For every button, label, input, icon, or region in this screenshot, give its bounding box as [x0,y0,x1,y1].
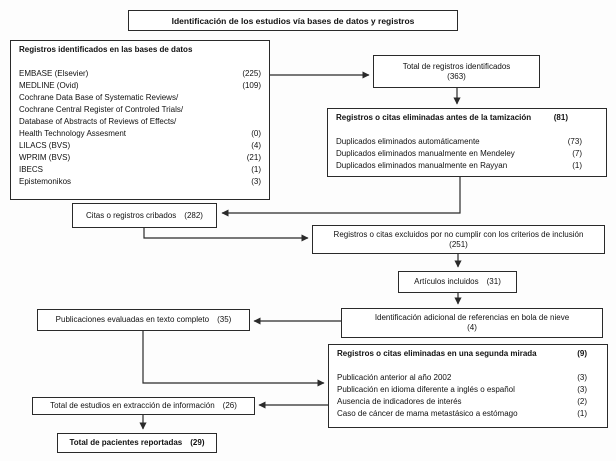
list-item [336,148,598,160]
snowball-count: (4) [467,323,477,332]
db-count: (0) [251,129,261,138]
removed-count: (1) [572,161,582,170]
excluded-box [312,225,605,254]
list-item [19,152,261,164]
total-identified-label: Total de registros identificados [402,61,511,71]
second-look-header-label: Registros o citas eliminadas en una segunda mirada [337,349,537,358]
db-label: Health Technology Assesment [19,129,127,138]
extraction-count: (26) [222,401,237,410]
second-look-count: (2) [577,397,587,406]
spacer [19,56,261,68]
total-identified-count: (363) [447,71,466,81]
db-label: EMBASE (Elsevier) [19,69,89,78]
second-look-label: Publicación en idioma diferente a inglés o español [337,385,515,394]
list-item [19,68,261,80]
list-item [19,176,261,188]
databases-box [10,40,270,200]
screened-box [72,203,217,228]
spacer [336,124,598,136]
list-item [337,384,599,396]
title-box [128,10,458,31]
fulltext-count: (35) [217,315,232,324]
removed-before-screening-box [327,108,607,177]
patients-label: Total de pacientes reportadas [69,438,183,447]
fulltext-box [37,309,250,331]
db-label: Cochrane Central Register of Controled Trials/ [19,105,184,114]
removed-label: Duplicados eliminados manualmente en Mendeley [336,149,515,158]
screened-count: (282) [184,210,203,220]
second-look-header [337,348,599,360]
removed-count: (73) [567,137,582,146]
db-label: WPRIM (BVS) [19,153,71,162]
removed-count: (7) [572,149,582,158]
removed-header-count: (81) [553,113,568,122]
db-label: Database of Abstracts of Reviews of Effects/ [19,117,177,126]
db-count: (109) [242,81,261,90]
excluded-count: (251) [449,239,468,249]
list-item [19,92,261,104]
included-articles-count: (31) [486,277,501,286]
list-item [19,80,261,92]
spacer [337,360,599,372]
included-articles-box [398,271,517,293]
db-label: Epistemonikos [19,177,72,186]
db-count: (225) [242,69,261,78]
list-item [19,164,261,176]
total-identified-box [373,55,540,88]
second-look-box [328,344,608,428]
db-count: (4) [251,141,261,150]
list-item [19,128,261,140]
databases-header-label: Registros identificados en las bases de datos [19,45,193,54]
removed-label: Duplicados eliminados automáticamente [336,137,480,146]
db-label: Cochrane Data Base of Systematic Reviews/ [19,93,179,102]
second-look-label: Ausencia de indicadores de interés [337,397,462,406]
excluded-label: Registros o citas excluidos por no cumplir con los criterios de inclusión [333,229,584,239]
arrow-fulltext-to-secondlook [143,331,324,383]
db-label: MEDLINE (Ovid) [19,81,79,90]
fulltext-label: Publicaciones evaluadas en texto completo [55,315,210,324]
second-look-count: (3) [577,385,587,394]
list-item [19,140,261,152]
diagram-title: Identificación de los estudios vía bases de datos y registros [171,15,415,26]
screened-label: Citas o registros cribados [86,210,177,220]
db-label: IBECS [19,165,44,174]
second-look-label: Publicación anterior al año 2002 [337,373,452,382]
databases-header [19,44,261,56]
list-item [19,116,261,128]
second-look-count: (3) [577,373,587,382]
removed-header-label: Registros o citas eliminadas antes de la tamización [336,113,532,122]
db-label: LILACS (BVS) [19,141,71,150]
db-count: (1) [251,165,261,174]
extraction-label: Total de estudios en extracción de información [50,401,215,410]
list-item [337,408,599,420]
patients-box [57,433,217,453]
removed-label: Duplicados eliminados manualmente en Rayyan [336,161,508,170]
list-item [336,136,598,148]
second-look-header-count: (9) [577,349,587,358]
list-item [336,160,598,172]
removed-header [336,112,598,124]
patients-count: (29) [190,438,205,447]
list-item [337,396,599,408]
extraction-box [32,397,255,415]
included-articles-label: Artículos incluidos [414,277,479,286]
second-look-label: Caso de cáncer de mama metastásico a estómago [337,409,518,418]
snowball-label: Identificación adicional de referencias en bola de nieve [374,313,570,322]
list-item [337,372,599,384]
db-count: (3) [251,177,261,186]
db-count: (21) [246,153,261,162]
list-item [19,104,261,116]
second-look-count: (1) [577,409,587,418]
snowball-box [341,308,603,338]
arrow-screened-to-excluded [144,228,308,238]
